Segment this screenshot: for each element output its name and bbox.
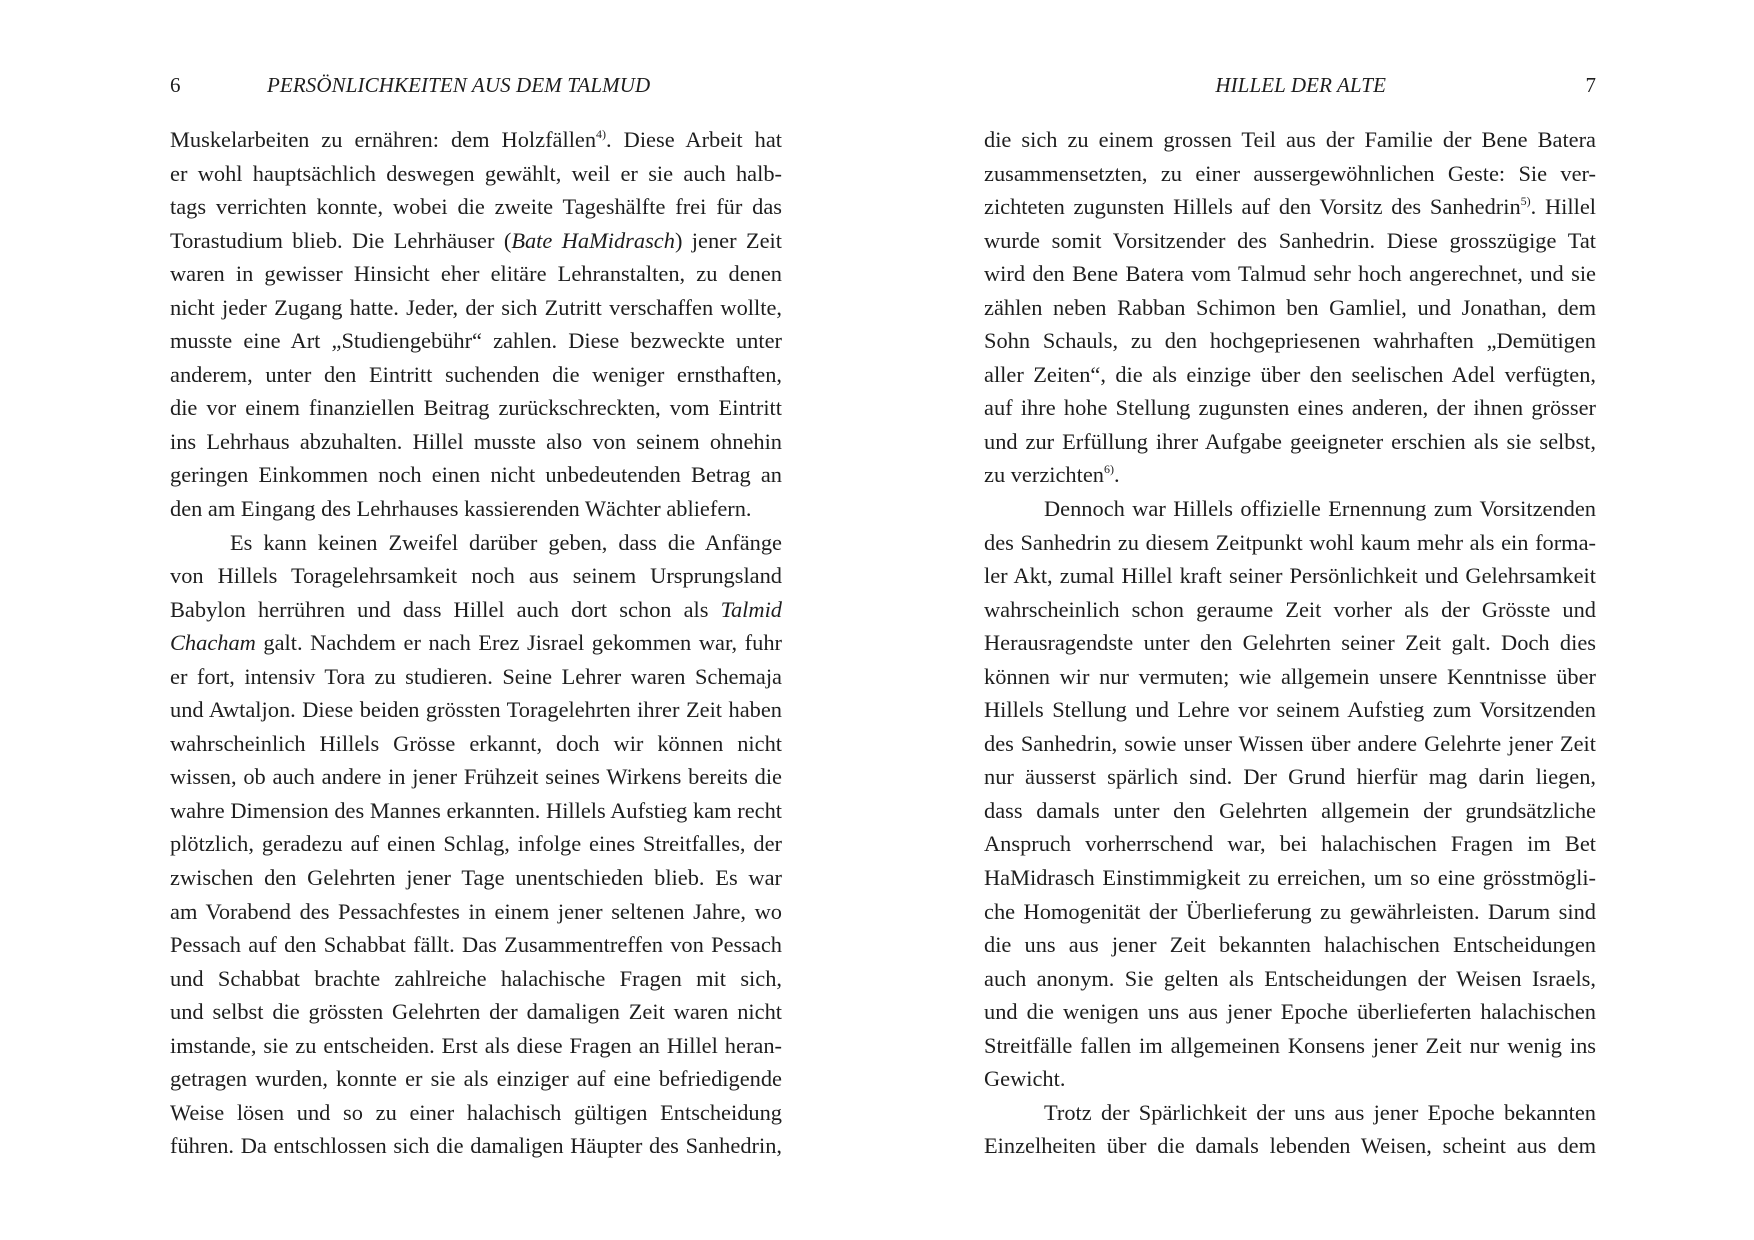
text-run: Gewicht. bbox=[984, 1066, 1066, 1092]
text-run: wird den Bene Batera vom Talmud sehr hoch angerechnet, und sie bbox=[984, 261, 1596, 287]
text-run: wissen, ob auch andere in jener Frühzeit seines Wirkens bereits die bbox=[170, 764, 782, 790]
text-run: und zur Erfüllung ihrer Aufgabe geeigneter erschien als sie selbst, bbox=[984, 428, 1596, 454]
text-run: Pessach auf den Schabbat fällt. Das Zusammentreffen von Pessach bbox=[170, 932, 782, 958]
text-line bbox=[170, 458, 782, 492]
text-line bbox=[170, 1029, 782, 1063]
text-line bbox=[170, 324, 782, 358]
text-run: galt. Nachdem er nach Erez Jisrael gekommen war, fuhr bbox=[255, 630, 782, 656]
text-run: Sohn Schauls, zu den hochgepriesenen wahrhaften „Demütigen bbox=[984, 328, 1596, 354]
text-run: auf ihre hohe Stellung zugunsten eines anderen, der ihnen grösser bbox=[984, 395, 1596, 421]
text-line bbox=[170, 492, 782, 526]
text-run: ins Lehrhaus abzuhalten. Hillel musste also von seinem ohnehin bbox=[170, 428, 782, 454]
italic-term: Bate HaMidrasch bbox=[511, 227, 675, 253]
footnote-reference: 6) bbox=[1103, 462, 1114, 477]
text-run: auch anonym. Sie gelten als Entscheidungen der Weisen Israels, bbox=[984, 965, 1596, 991]
text-line bbox=[984, 760, 1596, 794]
text-run: den am Eingang des Lehrhauses kassierenden Wächter abliefern. bbox=[170, 496, 752, 522]
page-number: 7 bbox=[1585, 73, 1596, 97]
text-line bbox=[984, 1129, 1596, 1163]
text-run: des Sanhedrin zu diesem Zeitpunkt wohl kaum mehr als ein forma- bbox=[984, 529, 1596, 555]
text-line bbox=[170, 895, 782, 929]
text-run: wahre Dimension des Mannes erkannten. Hillels Aufstieg kam recht bbox=[170, 797, 782, 823]
text-run: Babylon herrühren und dass Hillel auch dort schon als bbox=[170, 596, 721, 622]
text-run: er wohl hauptsächlich deswegen gewählt, weil er sie auch halb- bbox=[170, 160, 782, 186]
text-run: ler Akt, zumal Hillel kraft seiner Persönlichkeit und Gelehrsamkeit bbox=[984, 563, 1596, 589]
text-line bbox=[170, 626, 782, 660]
text-run: dass damals unter den Gelehrten allgemein der grundsätzliche bbox=[984, 797, 1596, 823]
text-line bbox=[170, 391, 782, 425]
text-line bbox=[170, 358, 782, 392]
text-line bbox=[984, 660, 1596, 694]
text-run: aller Zeiten“, die als einzige über den seelischen Adel verfügten, bbox=[984, 361, 1596, 387]
text-line bbox=[170, 1096, 782, 1130]
text-line bbox=[984, 794, 1596, 828]
text-line bbox=[170, 962, 782, 996]
text-run: Torastudium blieb. Die Lehrhäuser ( bbox=[170, 227, 512, 253]
text-run: Weise lösen und so zu einer halachisch gültigen Entscheidung bbox=[170, 1099, 782, 1125]
text-line bbox=[984, 895, 1596, 929]
text-run: zichteten zugunsten Hillels auf den Vorsitz des Sanhedrin bbox=[984, 194, 1521, 220]
italic-term: Chacham bbox=[170, 630, 256, 656]
text-run: Anspruch vorherrschend war, bei halachischen Fragen im Bet bbox=[984, 831, 1596, 857]
text-run: des Sanhedrin, sowie unser Wissen über andere Gelehrte jener Zeit bbox=[984, 730, 1596, 756]
right-page-body bbox=[984, 123, 1596, 1163]
left-running-head bbox=[170, 70, 782, 100]
text-line bbox=[984, 962, 1596, 996]
text-line bbox=[984, 190, 1596, 224]
text-line bbox=[170, 827, 782, 861]
text-run: plötzlich, geradezu auf einen Schlag, infolge eines Streitfalles, der bbox=[170, 831, 782, 857]
text-line bbox=[170, 123, 782, 157]
text-run: Trotz der Spärlichkeit der uns aus jener Epoche bekannten bbox=[1044, 1099, 1596, 1125]
text-line bbox=[170, 559, 782, 593]
text-line bbox=[170, 693, 782, 727]
text-line bbox=[984, 593, 1596, 627]
text-line bbox=[170, 1062, 782, 1096]
text-run: Dennoch war Hillels offizielle Ernennung zum Vorsitzenden bbox=[1044, 496, 1596, 522]
text-line bbox=[984, 291, 1596, 325]
text-line bbox=[170, 593, 782, 627]
page-number: 6 bbox=[170, 73, 181, 97]
text-line bbox=[984, 492, 1596, 526]
text-line bbox=[984, 827, 1596, 861]
text-run: und die wenigen uns aus jener Epoche überlieferten halachischen bbox=[984, 999, 1596, 1025]
text-run: zusammensetzten, zu einer aussergewöhnlichen Geste: Sie ver- bbox=[984, 160, 1596, 186]
running-head-title: HILLEL DER ALTE bbox=[1215, 73, 1386, 97]
text-run: getragen wurden, konnte er sie als einziger auf eine befriedigende bbox=[170, 1066, 782, 1092]
text-run: . bbox=[1113, 462, 1120, 488]
text-run: die uns aus jener Zeit bekannten halachischen Entscheidungen bbox=[984, 932, 1596, 958]
text-run: wurde somit Vorsitzender des Sanhedrin. Diese grosszügige Tat bbox=[984, 227, 1596, 253]
text-line bbox=[170, 190, 782, 224]
text-line bbox=[984, 324, 1596, 358]
text-line bbox=[170, 526, 782, 560]
text-run: zählen neben Rabban Schimon ben Gamliel, und Jonathan, dem bbox=[984, 294, 1596, 320]
text-line bbox=[984, 358, 1596, 392]
text-run: ) jener Zeit bbox=[674, 227, 782, 253]
text-line bbox=[984, 727, 1596, 761]
text-run: nicht jeder Zugang hatte. Jeder, der sich Zutritt verschaffen wollte, bbox=[170, 294, 782, 320]
text-run: . Hillel bbox=[1530, 194, 1597, 220]
text-line bbox=[170, 861, 782, 895]
text-line bbox=[984, 559, 1596, 593]
text-run: HaMidrasch Einstimmigkeit zu erreichen, um so eine grösstmögli- bbox=[984, 865, 1596, 891]
text-line bbox=[984, 1062, 1596, 1096]
text-run: tags verrichten konnte, wobei die zweite Tageshälfte frei für das bbox=[170, 194, 782, 220]
text-line bbox=[984, 1096, 1596, 1130]
text-line bbox=[170, 727, 782, 761]
text-line bbox=[170, 794, 782, 828]
text-line bbox=[984, 425, 1596, 459]
italic-term: Talmid bbox=[720, 596, 782, 622]
text-line bbox=[170, 995, 782, 1029]
text-run: wahrscheinlich Hillels Grösse erkannt, doch wir können nicht bbox=[170, 730, 782, 756]
text-line bbox=[170, 928, 782, 962]
text-line bbox=[984, 626, 1596, 660]
text-line bbox=[170, 291, 782, 325]
text-line bbox=[170, 224, 782, 258]
text-run: nur äusserst spärlich sind. Der Grund hierfür mag darin liegen, bbox=[984, 764, 1596, 790]
right-running-head bbox=[984, 70, 1596, 100]
text-line bbox=[984, 391, 1596, 425]
text-line bbox=[984, 861, 1596, 895]
text-line bbox=[170, 157, 782, 191]
text-run: zwischen den Gelehrten jener Tage unentschieden blieb. Es war bbox=[170, 865, 782, 891]
text-run: am Vorabend des Pessachfestes in einem jener seltenen Jahre, wo bbox=[170, 898, 782, 924]
text-line bbox=[170, 760, 782, 794]
text-run: Es kann keinen Zweifel darüber geben, dass die Anfänge bbox=[230, 529, 782, 555]
text-run: . Diese Arbeit hat bbox=[606, 127, 782, 152]
text-run: und selbst die grössten Gelehrten der damaligen Zeit waren nicht bbox=[170, 999, 782, 1025]
text-run: die sich zu einem grossen Teil aus der Familie der Bene Batera bbox=[984, 127, 1596, 152]
text-run: und Awtaljon. Diese beiden grössten Toragelehrten ihrer Zeit haben bbox=[170, 697, 782, 723]
text-line bbox=[984, 693, 1596, 727]
text-run: geringen Einkommen noch einen nicht unbedeutenden Betrag an bbox=[170, 462, 782, 488]
text-line bbox=[984, 157, 1596, 191]
footnote-reference: 4) bbox=[596, 127, 607, 141]
text-run: zu verzichten bbox=[984, 462, 1104, 488]
text-run: führen. Da entschlossen sich die damaligen Häupter des Sanhedrin, bbox=[170, 1133, 782, 1159]
text-run: che Homogenität der Überlieferung zu gewährleisten. Darum sind bbox=[984, 898, 1596, 924]
text-run: Muskelarbeiten zu ernähren: dem Holzfällen bbox=[170, 127, 597, 152]
text-run: wahrscheinlich schon geraume Zeit vorher als der Grösste und bbox=[984, 596, 1596, 622]
text-line bbox=[984, 995, 1596, 1029]
text-run: und Schabbat brachte zahlreiche halachische Fragen mit sich, bbox=[170, 965, 782, 991]
text-run: Streitfälle fallen im allgemeinen Konsens jener Zeit nur wenig ins bbox=[984, 1032, 1596, 1058]
text-line bbox=[984, 526, 1596, 560]
text-run: er fort, intensiv Tora zu studieren. Seine Lehrer waren Schemaja bbox=[170, 663, 782, 689]
left-page-body bbox=[170, 123, 782, 1163]
text-run: imstande, sie zu entscheiden. Erst als diese Fragen an Hillel heran- bbox=[170, 1032, 782, 1058]
text-line bbox=[984, 458, 1596, 492]
footnote-reference: 5) bbox=[1520, 194, 1531, 209]
text-run: Herausragendste unter den Gelehrten seiner Zeit galt. Doch dies bbox=[984, 630, 1596, 656]
text-line bbox=[984, 123, 1596, 157]
text-line bbox=[984, 224, 1596, 258]
text-run: die vor einem finanziellen Beitrag zurückschreckten, vom Eintritt bbox=[170, 395, 782, 421]
text-run: Hillels Stellung und Lehre vor seinem Aufstieg zum Vorsitzenden bbox=[984, 697, 1596, 723]
text-line bbox=[984, 1029, 1596, 1063]
text-line bbox=[170, 257, 782, 291]
text-line bbox=[984, 928, 1596, 962]
running-head-title: PERSÖNLICHKEITEN AUS DEM TALMUD bbox=[267, 73, 651, 97]
text-line bbox=[170, 660, 782, 694]
text-run: können wir nur vermuten; wie allgemein unsere Kenntnisse über bbox=[984, 663, 1596, 689]
text-run: von Hillels Toragelehrsamkeit noch aus seinem Ursprungsland bbox=[170, 563, 782, 589]
text-line bbox=[984, 257, 1596, 291]
text-run: anderem, unter den Eintritt suchenden die weniger ernsthaften, bbox=[170, 361, 782, 387]
text-line bbox=[170, 425, 782, 459]
text-run: waren in gewisser Hinsicht eher elitäre Lehranstalten, zu denen bbox=[170, 261, 782, 287]
text-run: musste eine Art „Studiengebühr“ zahlen. Diese bezweckte unter bbox=[170, 328, 782, 354]
text-run: Einzelheiten über die damals lebenden Weisen, scheint aus dem bbox=[984, 1133, 1596, 1159]
text-line bbox=[170, 1129, 782, 1163]
